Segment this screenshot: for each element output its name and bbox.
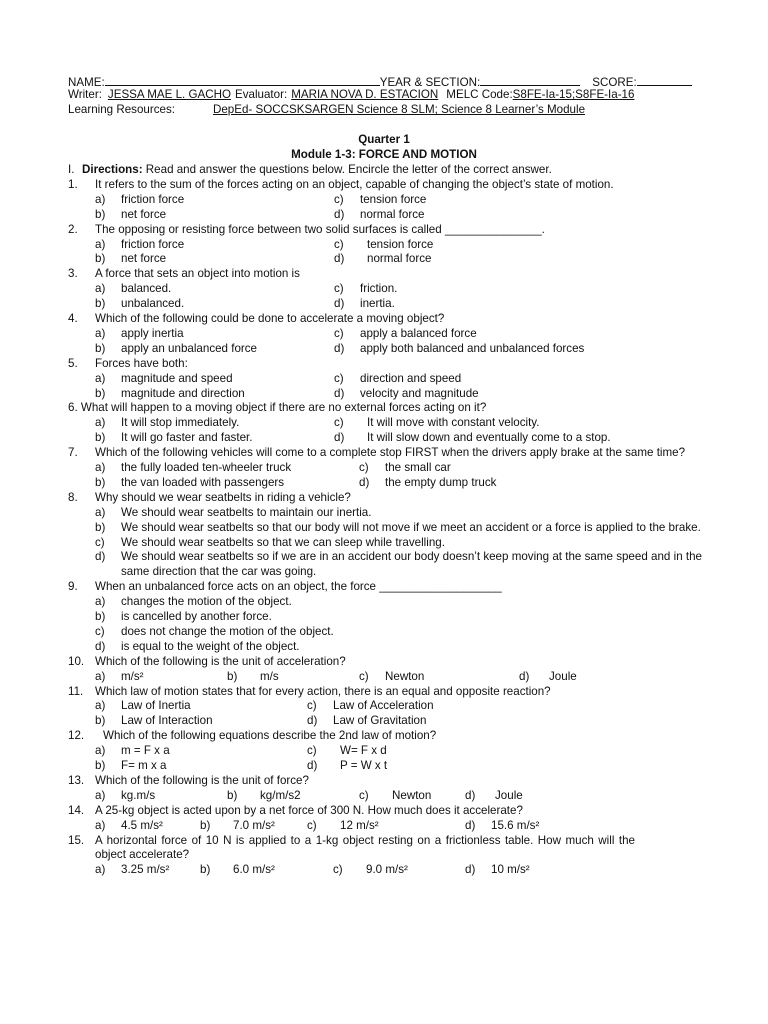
option-d[interactable]: d) 15.6 m/s² — [465, 818, 540, 832]
question-number: 7. — [68, 446, 78, 460]
option-d[interactable]: d) inertia. — [334, 297, 395, 311]
option-c[interactable]: c) 12 m/s² — [307, 818, 379, 832]
option-a[interactable]: a) We should wear seatbelts to maintain our inertia. — [95, 505, 372, 519]
directions-label: Directions: — [82, 163, 143, 176]
option-b[interactable]: b) is cancelled by another force. — [95, 610, 272, 624]
option-a[interactable]: a) apply inertia — [95, 326, 184, 340]
question-2 — [68, 223, 702, 268]
option-b[interactable]: b) net force — [95, 252, 167, 266]
option-c[interactable]: c) Law of Acceleration — [307, 699, 434, 713]
option-a[interactable]: a) It will stop immediately. — [95, 416, 240, 430]
question-number: 5. — [68, 356, 78, 370]
resources-value: DepEd- SOCCSKSARGEN Science 8 SLM; Science 8 Learner’s Module — [212, 103, 586, 116]
question-text: A 25-kg object is acted upon by a net force of 300 N. How much does it accelerate? — [95, 803, 523, 817]
option-c[interactable]: c) the small car — [359, 461, 451, 475]
option-c[interactable]: c) apply a balanced force — [334, 326, 477, 340]
question-1 — [68, 178, 702, 223]
name-label: NAME: — [68, 76, 105, 89]
question-12 — [68, 729, 702, 774]
questions-section — [68, 163, 702, 878]
resources-label: Learning Resources: — [68, 103, 175, 116]
header-writer-row — [68, 88, 702, 103]
question-number: 13. — [68, 773, 85, 787]
option-a[interactable]: a) 3.25 m/s² — [95, 863, 170, 877]
directions — [68, 163, 702, 178]
option-b[interactable]: b) Law of Interaction — [95, 714, 213, 728]
melc-label: MELC Code: — [446, 88, 513, 101]
options — [95, 863, 702, 878]
option-b[interactable]: b) kg/m/s2 — [227, 788, 301, 802]
question-10 — [68, 655, 702, 685]
option-d[interactable]: d) P = W x t — [307, 759, 388, 773]
option-a[interactable]: a) m/s² — [95, 669, 144, 683]
option-c[interactable]: c) W= F x d — [307, 744, 387, 758]
question-number: 11. — [68, 684, 84, 698]
option-d[interactable]: d) 10 m/s² — [465, 863, 530, 877]
option-c[interactable]: c) tension force — [334, 192, 427, 206]
option-d[interactable]: d) It will slow down and eventually come to a stop. — [334, 431, 611, 445]
question-text: Forces have both: — [95, 356, 188, 370]
question-5 — [68, 357, 702, 402]
question-text: 6. What will happen to a moving object if there are no external forces acting on it? — [68, 401, 487, 415]
question-text: A horizontal force of 10 N is applied to a 1-kg object resting on a frictionless table. How much will the object accelerate? — [95, 833, 635, 862]
question-text: Which of the following vehicles will come to a complete stop FIRST when the drivers apply brake at the same time? — [95, 446, 686, 460]
option-d[interactable]: d) normal force — [334, 252, 432, 266]
question-text: Which of the following equations describe the 2nd law of motion? — [103, 729, 437, 743]
options — [95, 416, 702, 446]
score-label: SCORE: — [592, 76, 637, 89]
options — [95, 744, 702, 774]
option-d[interactable]: d) Joule — [465, 788, 523, 802]
directions-roman: I. — [68, 163, 75, 176]
header-name-row — [68, 73, 702, 88]
option-c[interactable]: c) Newton — [359, 669, 425, 683]
module-title: Module 1-3: FORCE AND MOTION — [291, 148, 477, 161]
option-d[interactable]: d) is equal to the weight of the object. — [95, 639, 300, 653]
option-a[interactable]: a) magnitude and speed — [95, 371, 233, 385]
writer-value: JESSA MAE L. GACHO — [107, 88, 231, 101]
question-text: It refers to the sum of the forces acting on an object, capable of changing the object’s state of motion. — [95, 178, 614, 191]
option-d[interactable]: d) Law of Gravitation — [307, 714, 427, 728]
option-c[interactable]: c) does not change the motion of the object. — [95, 624, 334, 638]
question-15 — [68, 834, 702, 879]
question-14 — [68, 804, 702, 834]
melc-value: S8FE-Ia-15;S8FE-Ia-16 — [512, 88, 635, 101]
question-number: 1. — [68, 178, 78, 191]
question-number: 12. — [68, 729, 85, 743]
options — [95, 372, 702, 402]
option-c[interactable]: c) direction and speed — [334, 371, 462, 385]
option-a[interactable]: a) friction force — [95, 237, 185, 251]
options — [95, 282, 702, 312]
question-7 — [68, 446, 702, 491]
options — [95, 789, 702, 804]
question-number: 3. — [68, 267, 78, 281]
options — [95, 461, 702, 491]
option-d[interactable]: d) We should wear seatbelts so if we are in an accident our body doesn’t keep moving at the same speed and in the same direction that the car was going. — [95, 550, 702, 579]
options — [95, 506, 702, 581]
score-blank[interactable] — [637, 73, 692, 86]
header-resources-row — [68, 103, 702, 118]
question-9 — [68, 580, 702, 655]
option-c[interactable]: c) We should wear seatbelts so that we can sleep while travelling. — [95, 535, 445, 549]
option-a[interactable]: a) m = F x a — [95, 744, 170, 758]
option-d[interactable]: d) apply both balanced and unbalanced forces — [334, 341, 585, 355]
option-b[interactable]: b) F= m x a — [95, 759, 167, 773]
option-d[interactable]: d) Joule — [519, 669, 577, 683]
options — [95, 238, 702, 268]
options — [95, 819, 702, 834]
question-number: 10. — [68, 654, 85, 668]
option-a[interactable]: a) balanced. — [95, 282, 172, 296]
option-a[interactable]: a) the fully loaded ten-wheeler truck — [95, 461, 292, 475]
options — [95, 595, 702, 655]
option-c[interactable]: c) friction. — [334, 282, 398, 296]
option-b[interactable]: b) magnitude and direction — [95, 386, 245, 400]
options — [95, 699, 702, 729]
option-c[interactable]: c) It will move with constant velocity. — [334, 416, 540, 430]
question-text: The opposing or resisting force between two solid surfaces is called _______________. — [95, 222, 545, 236]
option-a[interactable]: a) friction force — [95, 192, 185, 206]
option-d[interactable]: d) the empty dump truck — [359, 475, 497, 489]
question-number: 2. — [68, 222, 78, 236]
option-b[interactable]: b) unbalanced. — [95, 297, 185, 311]
option-a[interactable]: a) Law of Inertia — [95, 699, 191, 713]
question-3 — [68, 267, 702, 312]
option-b[interactable]: b) m/s — [227, 669, 279, 683]
question-number: 15. — [68, 833, 85, 847]
option-b[interactable]: b) net force — [95, 207, 167, 221]
option-b[interactable]: b) It will go faster and faster. — [95, 431, 253, 445]
question-text: Which of the following is the unit of acceleration? — [95, 654, 346, 668]
option-d[interactable]: d) normal force — [334, 207, 425, 221]
question-number: 6. — [68, 401, 78, 415]
question-4 — [68, 312, 702, 357]
option-b[interactable]: b) 6.0 m/s² — [200, 863, 275, 877]
option-a[interactable]: a) 4.5 m/s² — [95, 818, 163, 832]
option-b[interactable]: b) the van loaded with passengers — [95, 475, 285, 489]
writer-label: Writer: — [68, 88, 102, 101]
option-c[interactable]: c) Newton — [359, 788, 432, 802]
option-b[interactable]: b) apply an unbalanced force — [95, 341, 258, 355]
question-text: Why should we wear seatbelts in riding a vehicle? — [95, 490, 351, 504]
option-a[interactable]: a) changes the motion of the object. — [95, 595, 292, 609]
question-13 — [68, 774, 702, 804]
options — [95, 327, 702, 357]
option-d[interactable]: d) velocity and magnitude — [334, 386, 479, 400]
options — [95, 193, 702, 223]
question-text: Which of the following could be done to accelerate a moving object? — [95, 312, 445, 326]
question-text: A force that sets an object into motion is — [95, 267, 300, 281]
question-text: Which of the following is the unit of force? — [95, 773, 309, 787]
evaluator-label: Evaluator: — [234, 88, 288, 101]
question-number: 14. — [68, 803, 85, 817]
question-text: Which law of motion states that for every action, there is an equal and opposite reaction? — [95, 684, 551, 698]
year-section-label: YEAR & SECTION: — [379, 76, 481, 89]
option-c[interactable]: c) 9.0 m/s² — [333, 863, 408, 877]
options — [95, 670, 702, 685]
question-6 — [68, 401, 702, 446]
option-b[interactable]: b) We should wear seatbelts so that our body will not move if we meet an accident or a force is applied to the brake. — [95, 520, 701, 534]
question-11 — [68, 685, 702, 730]
question-8 — [68, 491, 702, 580]
option-c[interactable]: c) tension force — [334, 237, 434, 251]
name-blank[interactable] — [105, 73, 380, 86]
option-b[interactable]: b) 7.0 m/s² — [200, 818, 275, 832]
quarter-title: Quarter 1 — [358, 133, 410, 146]
option-a[interactable]: a) kg.m/s — [95, 788, 156, 802]
question-number: 9. — [68, 580, 78, 594]
question-number: 8. — [68, 490, 78, 504]
question-text: When an unbalanced force acts on an object, the force ___________________ — [95, 580, 502, 594]
directions-text: Read and answer the questions below. Encircle the letter of the correct answer. — [145, 163, 552, 176]
year-section-blank[interactable] — [480, 73, 580, 86]
question-number: 4. — [68, 312, 78, 326]
evaluator-value: MARIA NOVA D. ESTACION — [291, 88, 439, 101]
